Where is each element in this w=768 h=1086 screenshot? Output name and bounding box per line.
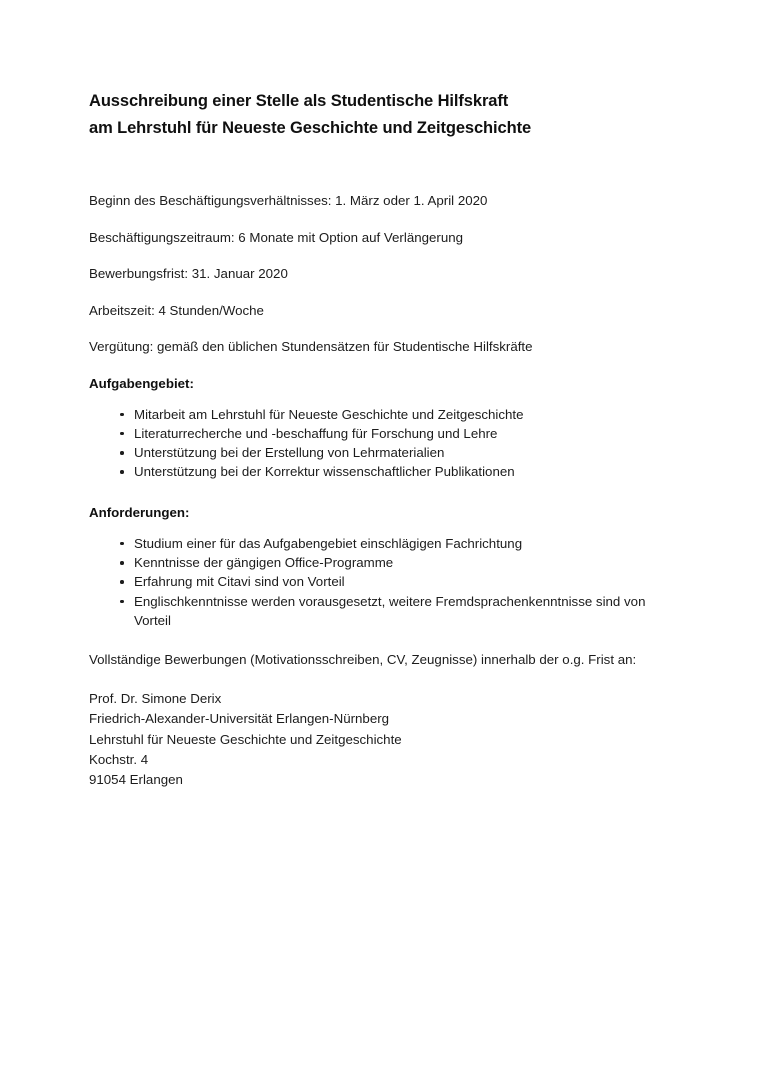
page-title-line-1: Ausschreibung einer Stelle als Studentische Hilfskraft xyxy=(89,92,509,110)
application-instructions: Vollständige Bewerbungen (Motivationsschreiben, CV, Zeugnisse) innerhalb der o.g. Frist an: xyxy=(89,652,637,668)
list-item: Studium einer für das Aufgabengebiet einschlägigen Fachrichtung xyxy=(89,534,680,553)
address-line-street: Kochstr. 4 xyxy=(89,752,149,768)
page-title-line-2: am Lehrstuhl für Neueste Geschichte und Zeitgeschichte xyxy=(89,119,532,137)
detail-compensation: Vergütung: gemäß den üblichen Stundensätzen für Studentische Hilfskräfte xyxy=(89,339,533,354)
list-item: Mitarbeit am Lehrstuhl für Neueste Geschichte und Zeitgeschichte xyxy=(89,405,680,424)
list-item: Erfahrung mit Citavi sind von Vorteil xyxy=(89,572,680,591)
list-item: Literaturrecherche und -beschaffung für Forschung und Lehre xyxy=(89,424,680,443)
title-spacer xyxy=(89,142,680,192)
address-line-name: Prof. Dr. Simone Derix xyxy=(89,691,222,707)
section-heading-anforderungen: Anforderungen: xyxy=(89,504,190,520)
section-heading-aufgabengebiet: Aufgabengebiet: xyxy=(89,375,194,391)
detail-start-date: Beginn des Beschäftigungsverhältnisses: 1. März oder 1. April 2020 xyxy=(89,193,488,208)
closing-gap xyxy=(89,630,680,651)
list-item: Unterstützung bei der Erstellung von Lehrmaterialien xyxy=(89,443,680,462)
page-title xyxy=(89,88,680,142)
address-line-university: Friedrich-Alexander-Universität Erlangen-Nürnberg xyxy=(89,711,390,727)
list-item: Englischkenntnisse werden vorausgesetzt, weitere Fremdsprachenkenntnisse sind von Vorteil xyxy=(89,592,680,631)
requirements-list xyxy=(89,534,680,630)
detail-duration: Beschäftigungszeitraum: 6 Monate mit Option auf Verlängerung xyxy=(89,229,464,245)
list-item: Kenntnisse der gängigen Office-Programme xyxy=(89,553,680,572)
position-details-list xyxy=(89,192,680,355)
address-gap xyxy=(89,668,680,689)
task-list xyxy=(89,405,680,482)
contact-address-block xyxy=(89,689,680,790)
address-line-department: Lehrstuhl für Neueste Geschichte und Zeitgeschichte xyxy=(89,731,402,747)
detail-application-deadline: Bewerbungsfrist: 31. Januar 2020 xyxy=(89,266,288,281)
detail-working-hours: Arbeitszeit: 4 Stunden/Woche xyxy=(89,302,264,318)
address-line-city: 91054 Erlangen xyxy=(89,772,183,788)
section-gap xyxy=(89,482,680,504)
list-item: Unterstützung bei der Korrektur wissenschaftlicher Publikationen xyxy=(89,462,680,481)
